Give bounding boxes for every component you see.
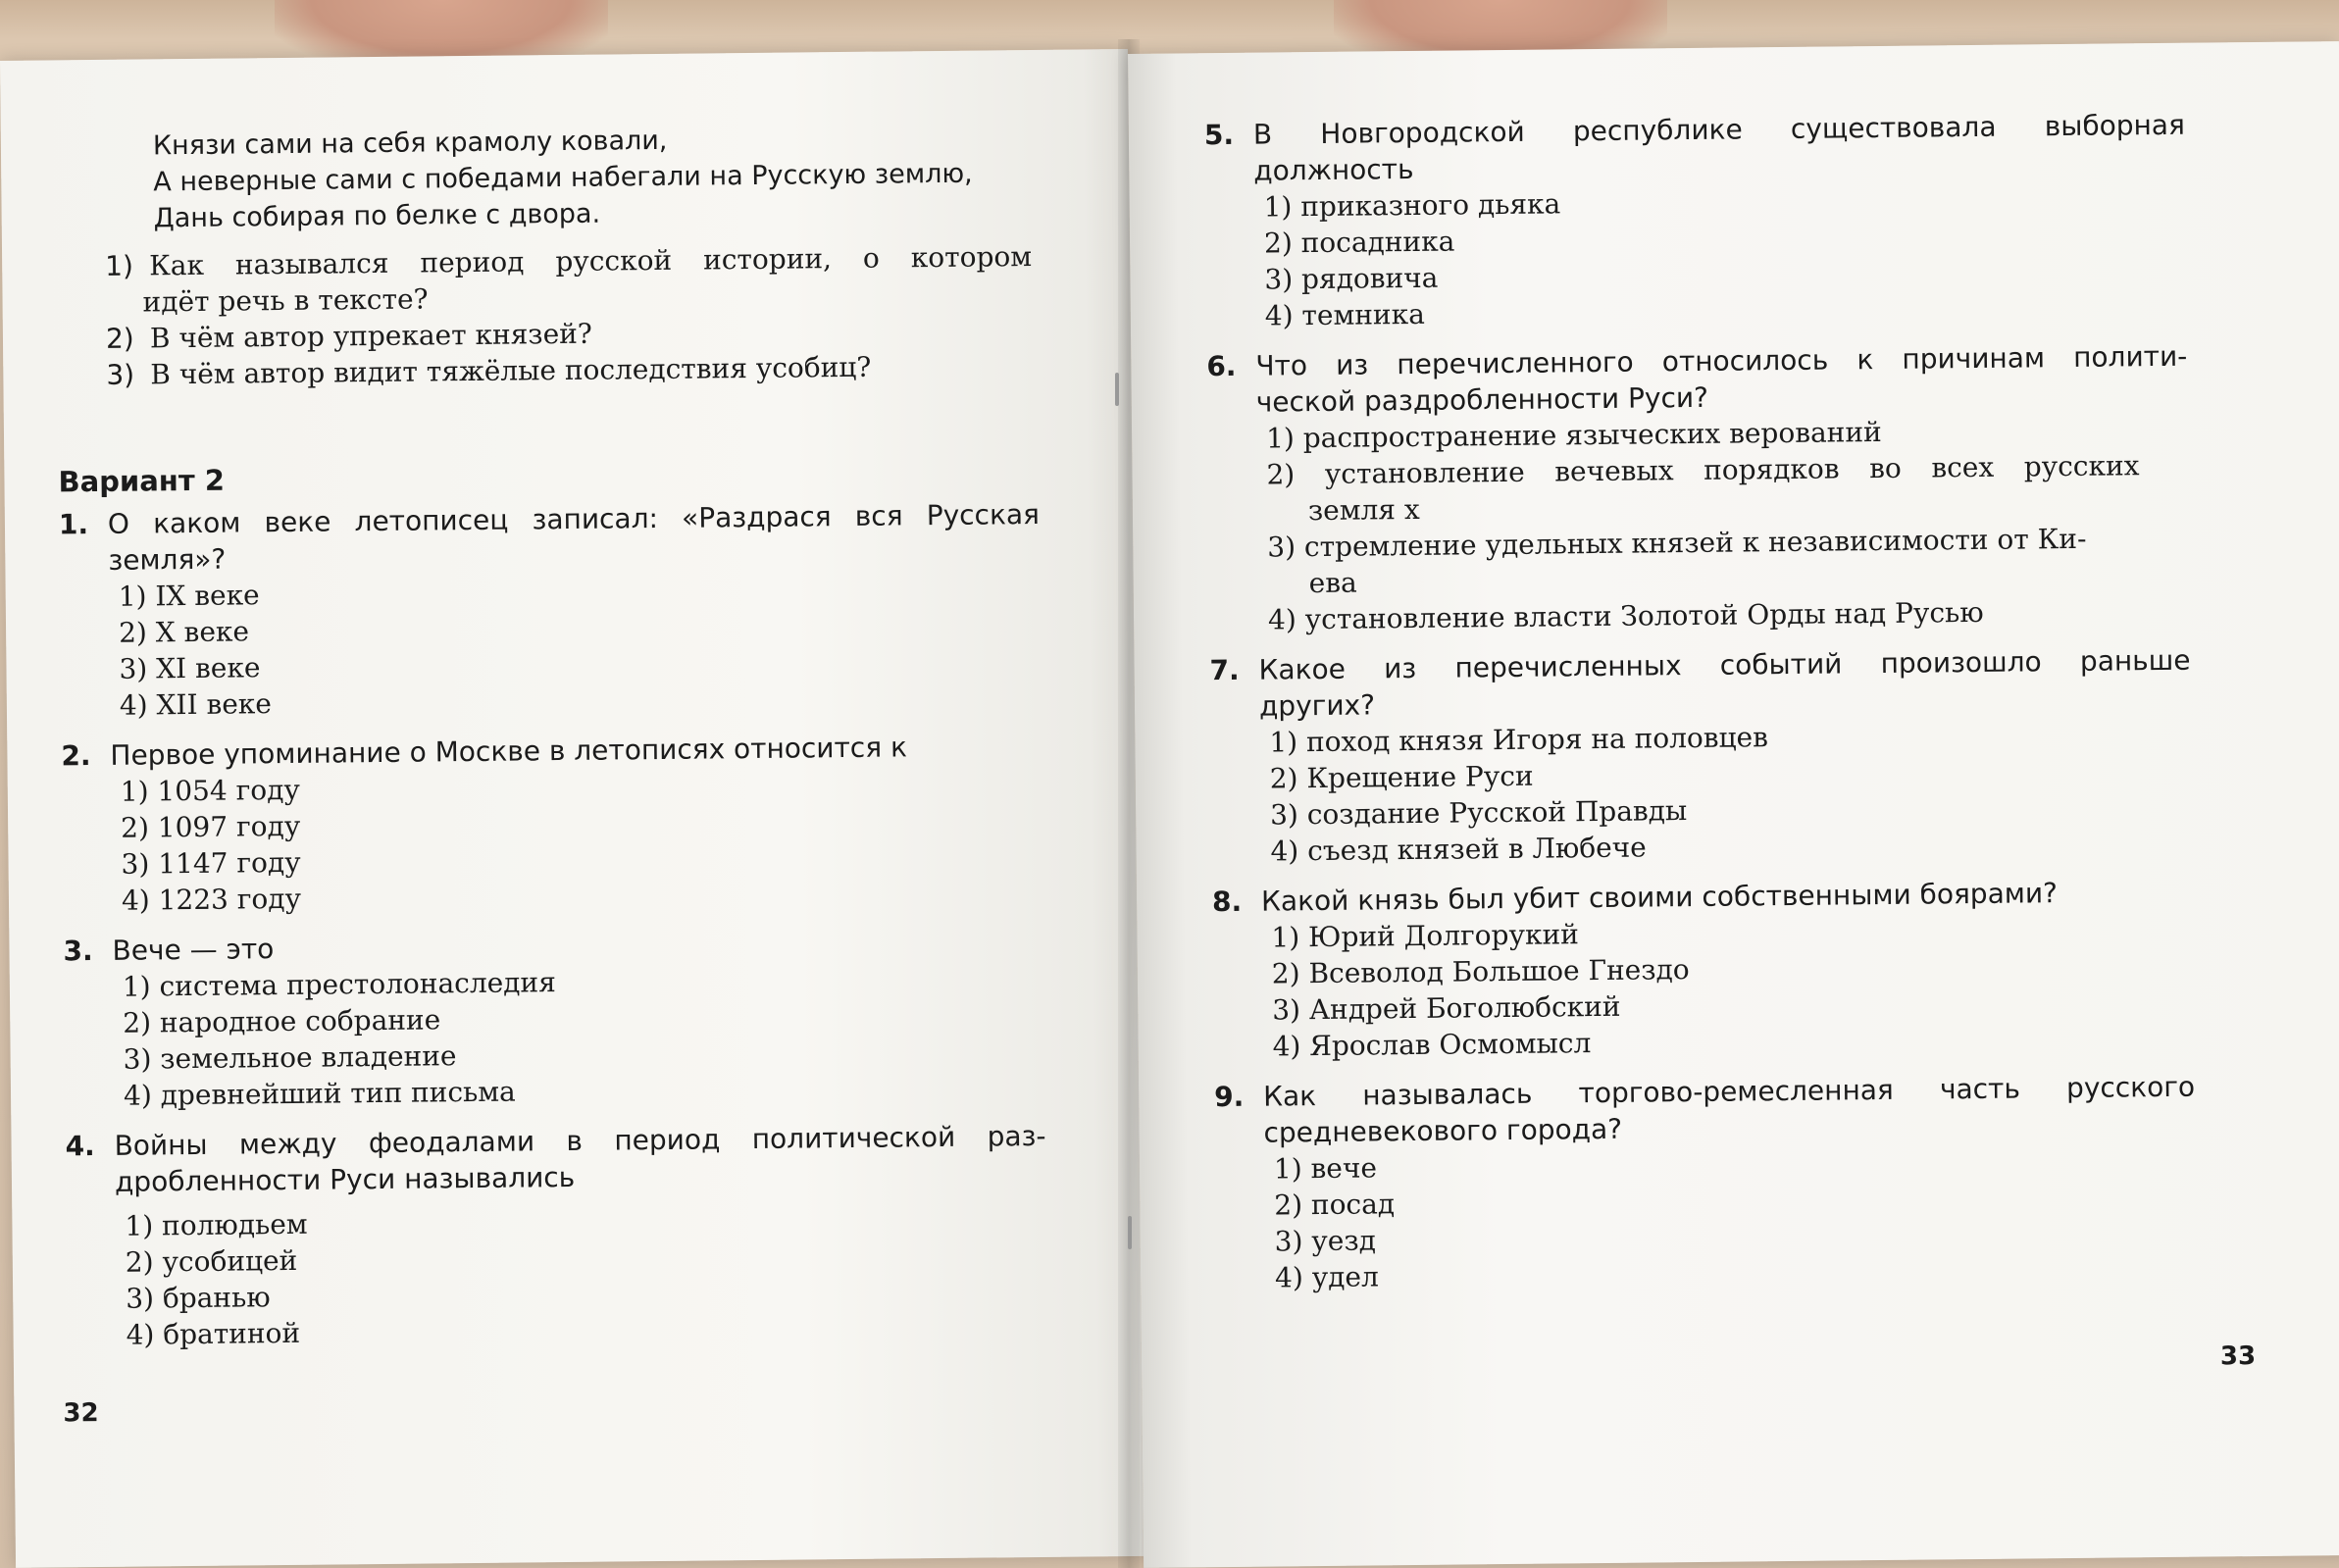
question-text: В Новгородской республике существовала выборная <box>1252 108 2185 151</box>
question-text: Какой князь был убит своими собственными боярами? <box>1260 877 2059 918</box>
poem-questions <box>105 238 1033 393</box>
poem-line: А неверные сами с победами набегали на Русскую землю, <box>153 158 973 198</box>
answer-option: 2) усобицей <box>125 1243 298 1279</box>
question-6 <box>1206 338 2200 639</box>
answer-option: 2) посадника <box>1263 225 1455 260</box>
question-number: 2. <box>61 739 91 773</box>
variant-heading: Вариант 2 <box>58 463 226 499</box>
answer-option: 4) XII веке <box>119 687 273 722</box>
answer-option: 2) посад <box>1274 1188 1396 1222</box>
answer-option: 4) древнейший тип письма <box>123 1075 516 1112</box>
question-text: О каком веке летописец записал: «Раздрася вся Русская <box>107 497 1041 540</box>
question-text: Что из перечисленного относилось к причинам полити- <box>1255 339 2188 382</box>
question-text: других? <box>1258 688 1376 723</box>
answer-option: 3) стремление удельных князей к независимости от Ки- <box>1267 522 2087 564</box>
question-text: ческой раздробленности Руси? <box>1255 380 1709 419</box>
answer-option: 1) приказного дьяка <box>1263 187 1561 224</box>
answer-option: 3) Андрей Боголюбский <box>1272 989 1621 1027</box>
answer-option: 3) рядовича <box>1264 261 1439 296</box>
answer-option: 1) 1054 году <box>120 773 301 808</box>
poem-question-number: 1) <box>105 249 134 282</box>
staple <box>1128 1216 1132 1249</box>
answer-option: 4) братиной <box>126 1316 301 1351</box>
question-text: средневекового города? <box>1263 1112 1623 1149</box>
answer-option: 4) 1223 году <box>121 882 302 917</box>
answer-option: 2) народное собрание <box>123 1003 441 1039</box>
answer-option: земля х <box>1307 492 1420 528</box>
answer-option: 1) Юрий Долгорукий <box>1271 918 1579 954</box>
poem-block <box>153 120 974 237</box>
question-8 <box>1212 874 2205 1066</box>
question-number: 3. <box>63 935 93 968</box>
answer-option: 3) бранью <box>126 1281 271 1315</box>
question-9 <box>1214 1069 2207 1297</box>
question-number: 1. <box>58 508 89 541</box>
right-questions <box>1204 107 2208 1297</box>
question-number: 4. <box>65 1130 95 1163</box>
question-4 <box>65 1118 1057 1354</box>
right-page <box>1128 41 2339 1568</box>
question-number: 7. <box>1209 653 1240 687</box>
poem-line: Князи сами на себя крамолу ковали, <box>152 125 668 162</box>
answer-option: 1) система престолонаследия <box>122 966 556 1003</box>
page-number-left: 32 <box>63 1398 99 1429</box>
answer-option: ева <box>1308 566 1357 600</box>
poem-question-1 <box>105 238 1033 321</box>
answer-option: 1) вече <box>1273 1151 1378 1186</box>
question-text: должность <box>1253 152 1414 187</box>
staple <box>1115 373 1119 406</box>
left-questions <box>59 496 1058 1354</box>
answer-option: 4) удел <box>1274 1260 1379 1294</box>
answer-option: 3) создание Русской Правды <box>1269 794 1688 832</box>
question-number: 5. <box>1203 118 1235 152</box>
answer-option: 2) Всеволод Большое Гнездо <box>1271 953 1690 990</box>
answer-option: 2) Крещение Руси <box>1269 759 1534 795</box>
answer-option: 1) IX веке <box>118 579 260 613</box>
question-3 <box>63 923 1055 1115</box>
poem-question-text: В чём автор видит тяжёлые последствия усобиц? <box>150 350 872 391</box>
question-text: земля»? <box>108 542 227 577</box>
left-page <box>0 49 1144 1568</box>
answer-option: 3) 1147 году <box>121 845 301 881</box>
question-2 <box>61 728 1053 920</box>
question-number: 8. <box>1211 885 1243 919</box>
poem-question-text: Как назывался период русской истории, о котором <box>148 239 1033 282</box>
answer-option: 3) уезд <box>1274 1224 1377 1258</box>
question-1 <box>59 496 1051 725</box>
answer-option: 4) Ярослав Осмомысл <box>1272 1027 1592 1063</box>
question-text: Какое из перечисленных событий произошло раньше <box>1258 643 2191 686</box>
question-7 <box>1209 642 2202 871</box>
question-text: Войны между феодалами в период политической раз- <box>114 1119 1046 1162</box>
poem-question-number: 3) <box>106 358 135 391</box>
question-number: 6. <box>1206 349 1237 383</box>
question-number: 9. <box>1213 1080 1245 1114</box>
answer-option: 1) поход князя Игоря на половцев <box>1269 721 1769 759</box>
question-text: дробленности Руси назывались <box>114 1160 576 1198</box>
answer-option: 1) распространение языческих верований <box>1265 415 1882 455</box>
question-text: Первое упоминание о Москве в летописях относится к <box>110 731 908 772</box>
question-text: Вече — это <box>112 933 275 967</box>
question-text: Как называлась торгово-ремесленная часть русского <box>1262 1070 2196 1113</box>
answer-option: 4) установление власти Золотой Орды над Русью <box>1267 595 1984 636</box>
poem-line: Дань собирая по белке с двора. <box>153 198 601 234</box>
poem-question-text: идёт речь в тексте? <box>142 282 429 319</box>
answer-option: 2) 1097 году <box>121 809 301 844</box>
answer-option: 2) X веке <box>118 615 250 649</box>
poem-question-text: В чём автор упрекает князей? <box>149 317 593 355</box>
answer-option: 4) съезд князей в Любече <box>1270 831 1647 868</box>
answer-option: 1) полюдьем <box>125 1207 308 1242</box>
answer-option: 4) темника <box>1264 297 1425 332</box>
question-5 <box>1204 107 2197 335</box>
answer-option: 2) установление вечевых порядков во всех русских <box>1266 449 2140 491</box>
poem-question-number: 2) <box>105 322 134 355</box>
page-number-right: 33 <box>2219 1341 2257 1372</box>
answer-option: 3) земельное владение <box>123 1039 457 1076</box>
answer-option: 3) XI веке <box>119 651 261 685</box>
